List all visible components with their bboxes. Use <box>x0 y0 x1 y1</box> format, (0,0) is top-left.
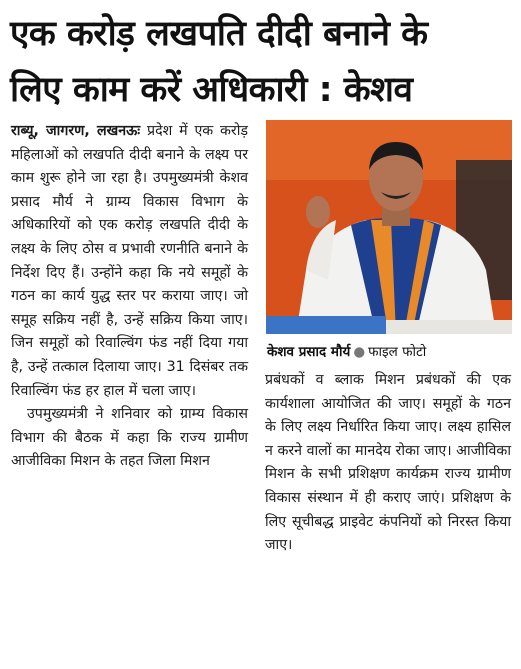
headline-line-1: एक करोड़ लखपति दीदी बनाने के <box>10 14 428 54</box>
photo-caption <box>267 342 513 362</box>
article-paragraph-3: प्रबंधकों व ब्लाक मिशन प्रबंधकों की एक कार्यशाला आयोजित की जाए। समूहों के गठन के लिए लक्ष्य निर्धारित किया जाए। लक्ष्य हासिल न करने वालों का मानदेय रोका जाए। आजीविका मिशन के सभी प्रशिक्षण कार्यक्रम राज्य ग्रामीण विकास संस्थान में ही कराए जाएं। प्रशिक्षण के लिए सूचीबद्ध प्राइवेट कंपनियों को निरस्त किया जाए। <box>265 372 511 554</box>
article-column-right <box>265 369 511 558</box>
caption-credit: फाइल फोटो <box>368 344 427 360</box>
dateline: राब्यू, जागरण, लखनऊः <box>11 123 141 139</box>
headline <box>10 6 510 118</box>
caption-bullet-icon: ● <box>353 344 366 360</box>
news-photo <box>266 120 512 334</box>
article-paragraph-2: उपमुख्यमंत्री ने शनिवार को ग्राम्य विकास विभाग की बैठक में कहा कि राज्य ग्रामीण आजीविका मिशन के तहत जिला मिशन <box>11 406 248 470</box>
caption-name: केशव प्रसाद मौर्य <box>267 344 351 360</box>
article-paragraph-1 <box>11 120 248 403</box>
headline-line-2: लिए काम करें अधिकारी : केशव <box>10 70 413 110</box>
minister-photo-illustration <box>266 120 512 334</box>
paragraph-1-text: प्रदेश में एक करोड़ महिलाओं को लखपति दीदी बनाने के लक्ष्य पर काम शुरू होने जा रहा है। उपमुख्यमंत्री केशव प्रसाद मौर्य ने ग्राम्य विकास विभाग के अधिकारियों को एक करोड़ लखपति दीदी के लक्ष्य के लिए ठोस व प्रभावी रणनीति बनाने के निर्देश दिए हैं। उन्होंने कहा कि नये समूहों के गठन का कार्य युद्ध स्तर पर कराया जाए। जो समूह सक्रिय नहीं है, उन्हें सक्रिय किया जाए। जिन समूहों को रिवाल्विंग फंड नहीं दिया गया है, उन्हें तत्काल दिलाया जाए। 31 दिसंबर तक रिवाल्विंग फंड हर हाल में चला जाए। <box>11 123 249 399</box>
article-column-left <box>11 120 248 474</box>
